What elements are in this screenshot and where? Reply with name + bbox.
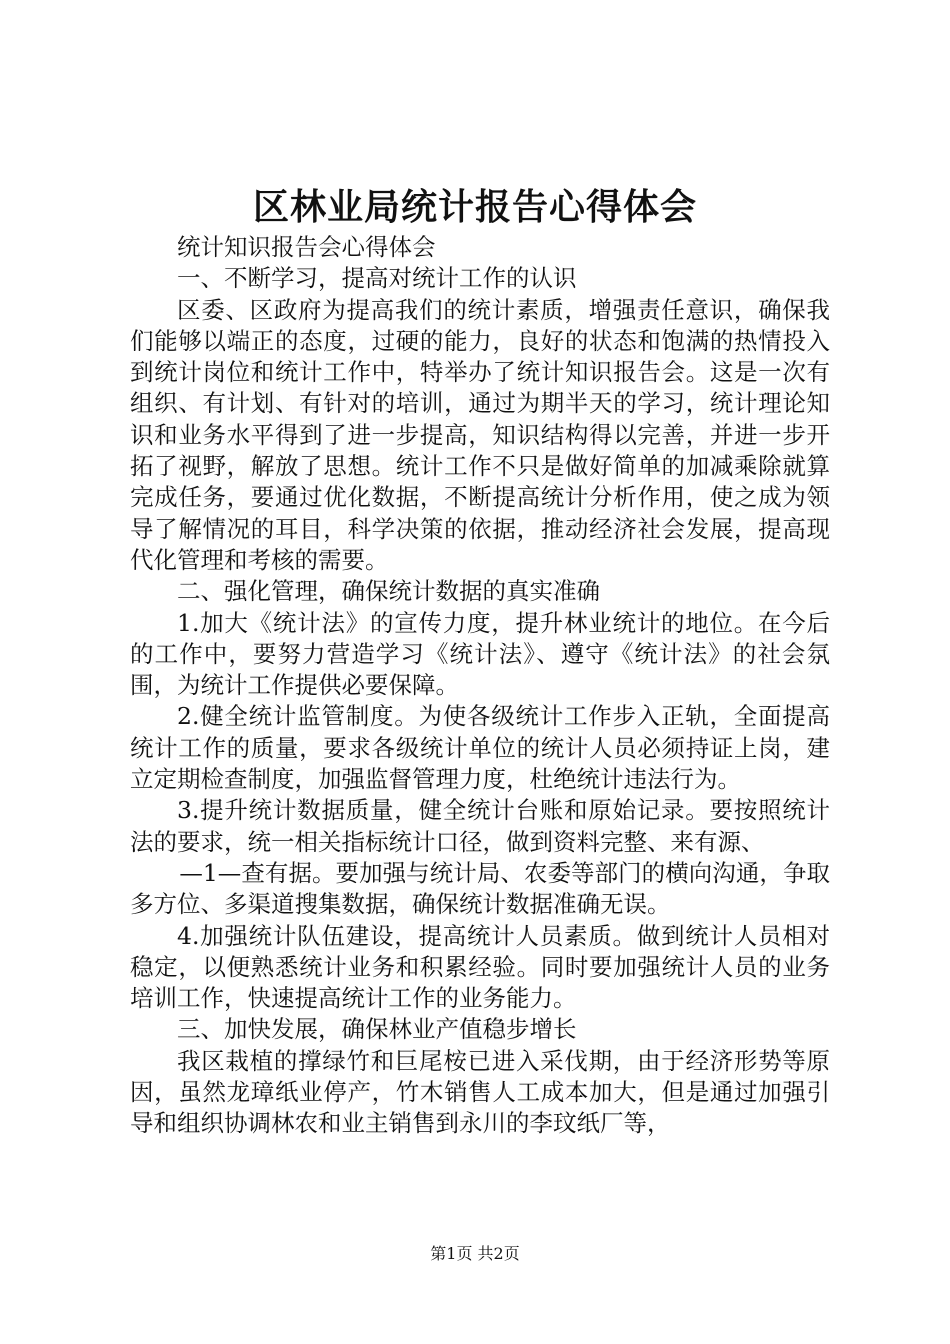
paragraph: 我区栽植的撑绿竹和巨尾桉已进入采伐期，由于经济形势等原因，虽然龙璋纸业停产，竹木销售人工成本加大，但是通过加强引导和组织协调林农和业主销售到永川的李玟纸厂等， [130, 1046, 830, 1138]
paragraph: 2.健全统计监管制度。为使各级统计工作步入正轨，全面提高统计工作的质量，要求各级统计单位的统计人员必须持证上岗，建立定期检查制度，加强监督管理力度，杜绝统计违法行为。 [130, 702, 830, 794]
page-footer: 第1页 共2页 [430, 1244, 520, 1263]
document-title: 区林业局统计报告心得体会 [252, 187, 697, 228]
paragraph: 1.加大《统计法》的宣传力度，提升林业统计的地位。在今后的工作中，要努力营造学习《统计法》、遵守《统计法》的社会氛围，为统计工作提供必要保障。 [130, 608, 830, 700]
paragraph: 区委、区政府为提高我们的统计素质，增强责任意识，确保我们能够以端正的态度，过硬的能力，良好的状态和饱满的热情投入到统计岗位和统计工作中，特举办了统计知识报告会。这是一次有组织、有计划、有针对的培训，通过为期半天的学习，统计理论知识和业务水平得到了进一步提高，知识结构得以完善，并进一步开拓了视野，解放了思想。统计工作不只是做好简单的加减乘除就算完成任务，要通过优化数据，不断提高统计分析作用，使之成为领导了解情况的耳目，科学决策的依据，推动经济社会发展，提高现代化管理和考核的需要。 [130, 295, 830, 574]
paragraph: 统计知识报告会心得体会 [177, 233, 436, 261]
paragraph: 三、加快发展，确保林业产值稳步增长 [177, 1015, 577, 1044]
paragraph: 4.加强统计队伍建设，提高统计人员素质。做到统计人员相对稳定，以便熟悉统计业务和积累经验。同时要加强统计人员的业务培训工作，快速提高统计工作的业务能力。 [130, 921, 830, 1013]
document-body [130, 232, 830, 1140]
paragraph: 一、不断学习，提高对统计工作的认识 [177, 264, 577, 293]
paragraph: —1—查有据。要加强与统计局、农委等部门的横向沟通，争取多方位、多渠道搜集数据，确保统计数据准确无误。 [130, 858, 830, 919]
paragraph: 3.提升统计数据质量，健全统计台账和原始记录。要按照统计法的要求，统一相关指标统计口径，做到资料完整、来有源、 [130, 796, 830, 856]
paragraph: 二、强化管理，确保统计数据的真实准确 [177, 577, 600, 606]
